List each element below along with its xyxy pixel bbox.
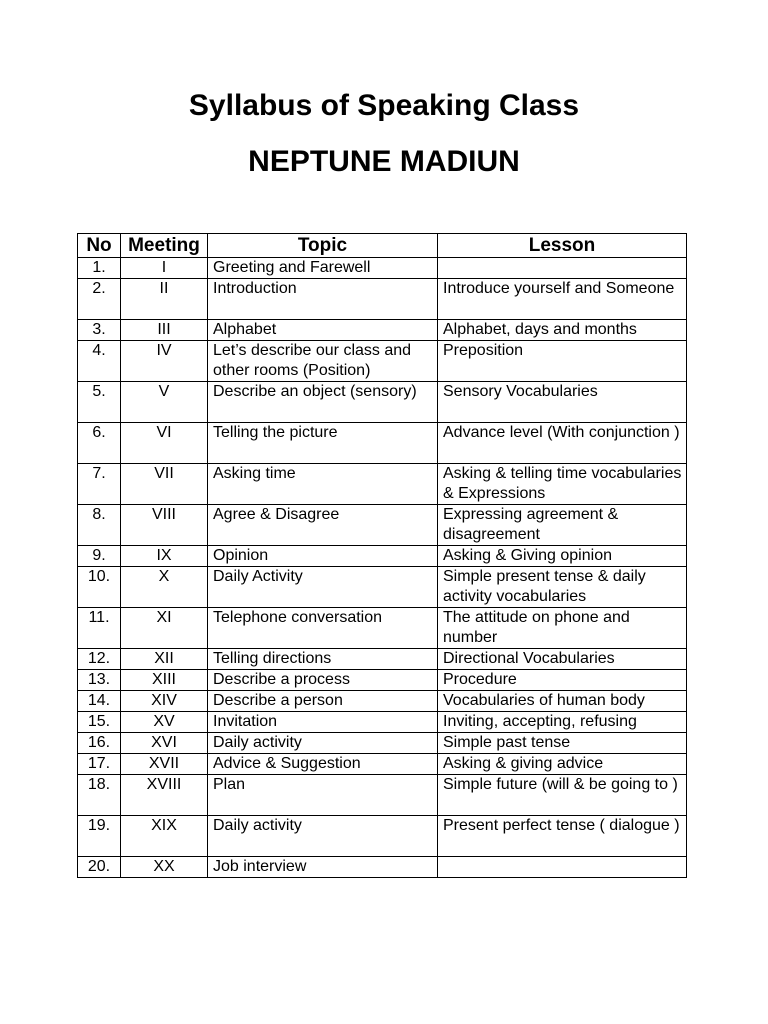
table-row: [78, 279, 687, 320]
cell-lesson: The attitude on phone and number: [438, 608, 687, 649]
cell-no: 10.: [78, 567, 121, 608]
cell-no: 9.: [78, 546, 121, 567]
cell-no: 3.: [78, 320, 121, 341]
cell-meeting: IV: [121, 341, 208, 382]
table-row: [78, 567, 687, 608]
cell-meeting: V: [121, 382, 208, 423]
cell-no: 8.: [78, 505, 121, 546]
cell-meeting: XV: [121, 712, 208, 733]
cell-topic: Agree & Disagree: [208, 505, 438, 546]
cell-topic: Daily Activity: [208, 567, 438, 608]
table-row: [78, 546, 687, 567]
header-no: No: [78, 234, 121, 258]
table-row: [78, 775, 687, 816]
table-row: [78, 464, 687, 505]
cell-meeting: IX: [121, 546, 208, 567]
cell-meeting: XIII: [121, 670, 208, 691]
cell-lesson: Procedure: [438, 670, 687, 691]
cell-lesson: Simple future (will & be going to ): [438, 775, 687, 816]
cell-topic: Daily activity: [208, 733, 438, 754]
cell-no: 5.: [78, 382, 121, 423]
cell-lesson: Present perfect tense ( dialogue ): [438, 816, 687, 857]
table-header-row: [78, 234, 687, 258]
cell-meeting: X: [121, 567, 208, 608]
cell-no: 15.: [78, 712, 121, 733]
cell-meeting: III: [121, 320, 208, 341]
document-title: Syllabus of Speaking Class: [188, 89, 580, 122]
cell-lesson: Sensory Vocabularies: [438, 382, 687, 423]
cell-topic: Telephone conversation: [208, 608, 438, 649]
cell-no: 2.: [78, 279, 121, 320]
cell-topic: Let’s describe our class and other rooms (Position): [208, 341, 438, 382]
table-row: [78, 382, 687, 423]
cell-meeting: XX: [121, 857, 208, 878]
header-meeting: Meeting: [121, 234, 208, 258]
table-row: [78, 505, 687, 546]
cell-no: 12.: [78, 649, 121, 670]
table-row: [78, 857, 687, 878]
cell-meeting: XVI: [121, 733, 208, 754]
cell-no: 13.: [78, 670, 121, 691]
cell-meeting: VI: [121, 423, 208, 464]
cell-lesson: Asking & Giving opinion: [438, 546, 687, 567]
cell-meeting: VII: [121, 464, 208, 505]
header-lesson: Lesson: [438, 234, 687, 258]
cell-topic: Describe a process: [208, 670, 438, 691]
cell-topic: Alphabet: [208, 320, 438, 341]
table-row: [78, 258, 687, 279]
cell-topic: Invitation: [208, 712, 438, 733]
cell-lesson: Asking & giving advice: [438, 754, 687, 775]
cell-lesson: Inviting, accepting, refusing: [438, 712, 687, 733]
cell-no: 4.: [78, 341, 121, 382]
cell-meeting: I: [121, 258, 208, 279]
cell-no: 1.: [78, 258, 121, 279]
cell-no: 7.: [78, 464, 121, 505]
cell-no: 18.: [78, 775, 121, 816]
cell-lesson: Vocabularies of human body: [438, 691, 687, 712]
cell-meeting: XIX: [121, 816, 208, 857]
cell-topic: Introduction: [208, 279, 438, 320]
cell-lesson: Simple past tense: [438, 733, 687, 754]
cell-lesson: Asking & telling time vocabularies & Expressions: [438, 464, 687, 505]
cell-topic: Job interview: [208, 857, 438, 878]
table-row: [78, 816, 687, 857]
cell-lesson: Directional Vocabularies: [438, 649, 687, 670]
cell-topic: Telling the picture: [208, 423, 438, 464]
cell-no: 14.: [78, 691, 121, 712]
table-row: [78, 691, 687, 712]
cell-lesson: Alphabet, days and months: [438, 320, 687, 341]
cell-no: 17.: [78, 754, 121, 775]
cell-no: 6.: [78, 423, 121, 464]
cell-topic: Daily activity: [208, 816, 438, 857]
table-row: [78, 649, 687, 670]
cell-no: 20.: [78, 857, 121, 878]
cell-lesson: Simple present tense & daily activity vocabularies: [438, 567, 687, 608]
cell-topic: Plan: [208, 775, 438, 816]
table-row: [78, 320, 687, 341]
cell-topic: Describe a person: [208, 691, 438, 712]
cell-meeting: XVII: [121, 754, 208, 775]
cell-no: 16.: [78, 733, 121, 754]
cell-meeting: VIII: [121, 505, 208, 546]
cell-lesson: Preposition: [438, 341, 687, 382]
cell-meeting: XI: [121, 608, 208, 649]
cell-no: 11.: [78, 608, 121, 649]
table-row: [78, 670, 687, 691]
cell-lesson: Expressing agreement & disagreement: [438, 505, 687, 546]
table-row: [78, 341, 687, 382]
table-row: [78, 754, 687, 775]
syllabus-table: [77, 233, 687, 878]
table-row: [78, 423, 687, 464]
cell-meeting: XIV: [121, 691, 208, 712]
cell-topic: Asking time: [208, 464, 438, 505]
cell-topic: Advice & Suggestion: [208, 754, 438, 775]
table-row: [78, 608, 687, 649]
table-row: [78, 733, 687, 754]
cell-meeting: XII: [121, 649, 208, 670]
cell-no: 19.: [78, 816, 121, 857]
cell-meeting: XVIII: [121, 775, 208, 816]
cell-lesson: Advance level (With conjunction ): [438, 423, 687, 464]
cell-topic: Opinion: [208, 546, 438, 567]
cell-lesson: [438, 857, 687, 878]
document-subtitle: NEPTUNE MADIUN: [248, 145, 520, 178]
cell-topic: Describe an object (sensory): [208, 382, 438, 423]
cell-lesson: Introduce yourself and Someone: [438, 279, 687, 320]
cell-topic: Greeting and Farewell: [208, 258, 438, 279]
cell-lesson: [438, 258, 687, 279]
cell-topic: Telling directions: [208, 649, 438, 670]
cell-meeting: II: [121, 279, 208, 320]
header-topic: Topic: [208, 234, 438, 258]
table-row: [78, 712, 687, 733]
